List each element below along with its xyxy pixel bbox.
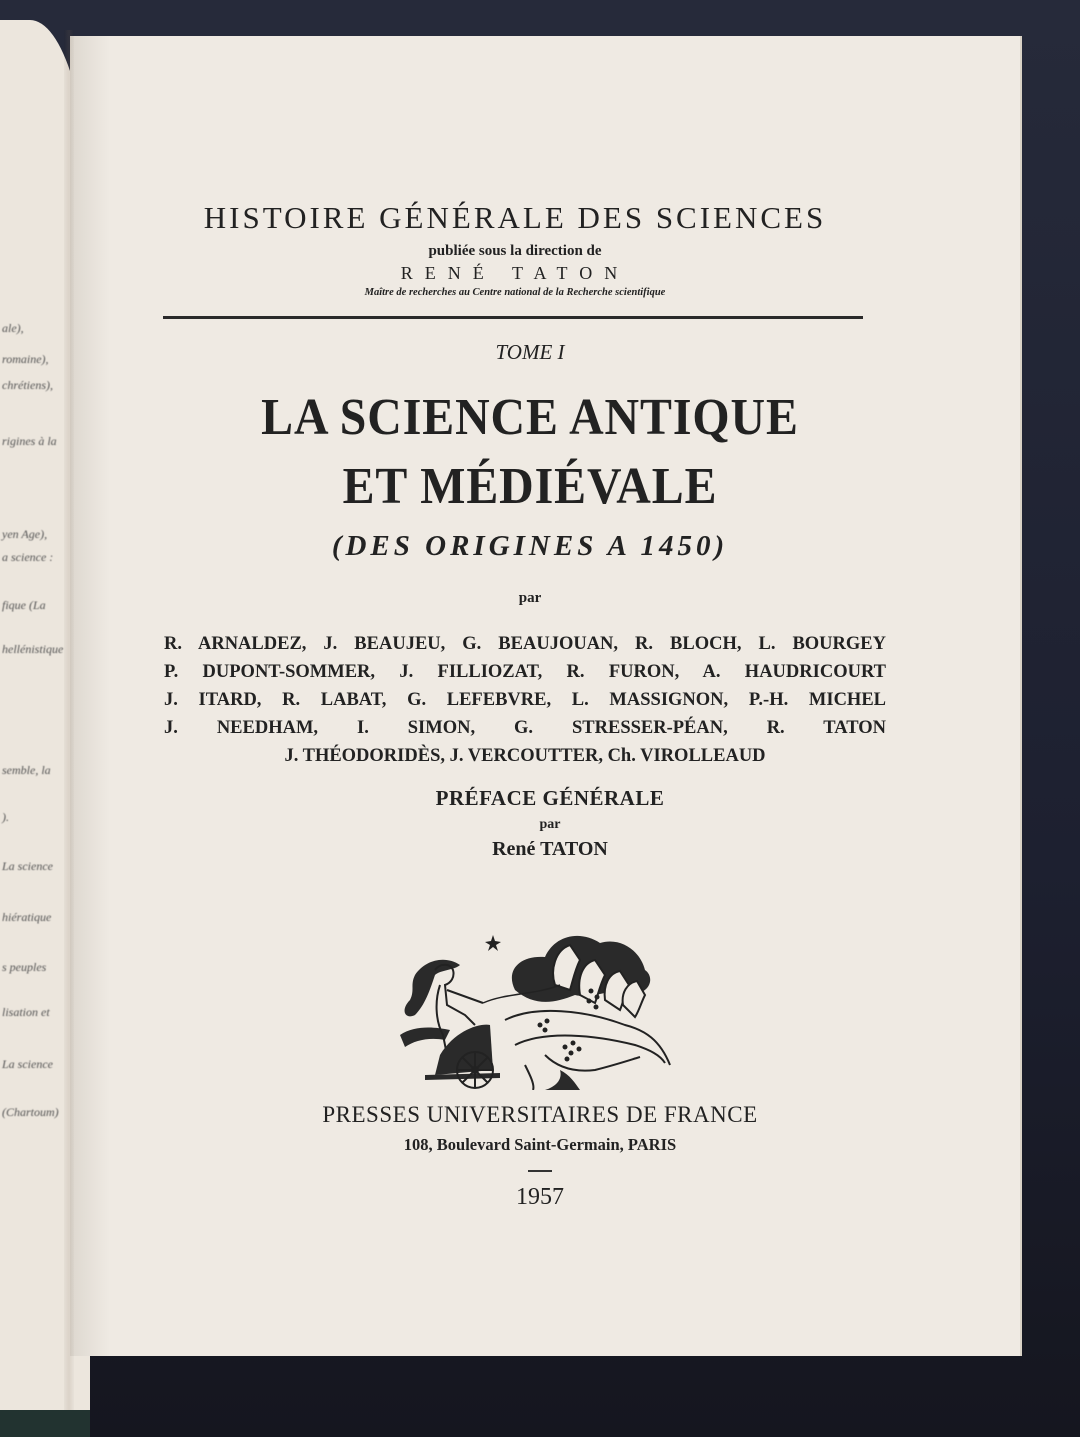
wheel-icon xyxy=(457,1052,493,1088)
left-page-fragment: La science xyxy=(2,859,53,873)
series-editor: RENÉ TATON xyxy=(400,263,630,283)
by-label: par xyxy=(518,590,542,606)
left-page-fragment: rigines à la xyxy=(2,434,57,448)
preface-label: PRÉFACE GÉNÉRALE xyxy=(435,786,665,810)
star-icon xyxy=(485,935,501,951)
series-editor-role: Maître de recherches au Centre national de la Recherche scientifique xyxy=(364,287,666,298)
publisher-name: PRESSES UNIVERSITAIRES DE FRANCE xyxy=(322,1102,758,1127)
left-page-fragment: ale), xyxy=(2,321,24,335)
left-page-fragment: s peuples xyxy=(2,960,47,974)
gutter-shadow xyxy=(70,36,110,1356)
authors-row: R. ARNALDEZ, J. BEAUJEU, G. BEAUJOUAN, R. BLOCH, L. BOURGEY xyxy=(164,634,886,654)
header-rule xyxy=(163,316,863,319)
preface-by-label: par xyxy=(539,817,561,832)
authors-row: J. NEEDHAM, I. SIMON, G. STRESSER-PÉAN, R. TATON xyxy=(164,718,886,738)
gutter xyxy=(64,30,74,1410)
left-page-fragment: La science xyxy=(2,1057,53,1071)
left-page-fragment: lisation et xyxy=(2,1005,50,1019)
left-page-fragment: fique (La xyxy=(2,598,46,612)
left-page-fragment: yen Age), xyxy=(2,527,48,541)
chariot-vignette-icon xyxy=(395,915,685,1090)
publication-year: 1957 xyxy=(516,1184,564,1210)
authors-row: J. THÉODORIDÈS, J. VERCOUTTER, Ch. VIROLLEAUD xyxy=(284,746,766,766)
publisher-address: 108, Boulevard Saint-Germain, PARIS xyxy=(403,1135,677,1154)
authors-list xyxy=(164,630,886,770)
left-page-fragment: semble, la xyxy=(2,763,51,777)
book-title-line-2: ET MÉDIÉVALE xyxy=(342,458,718,515)
book-title-line-1: LA SCIENCE ANTIQUE xyxy=(261,389,799,446)
series-subtitle: publiée sous la direction de xyxy=(428,243,602,259)
left-page-fragment: (Chartoum) xyxy=(2,1105,59,1119)
tome-label: TOME I xyxy=(495,340,565,364)
left-page-fragment: hellénistique xyxy=(2,642,64,656)
series-title: HISTOIRE GÉNÉRALE DES SCIENCES xyxy=(203,200,827,235)
left-page-fragment: ). xyxy=(2,810,9,824)
preface-author: René TATON xyxy=(492,838,608,860)
book-subtitle: (DES ORIGINES A 1450) xyxy=(331,530,729,562)
separator-dash xyxy=(528,1170,552,1172)
left-page-fragment: a science : xyxy=(2,550,54,564)
left-page-fragment: hiératique xyxy=(2,910,52,924)
left-page-fragment: romaine), xyxy=(2,352,49,366)
authors-row: P. DUPONT-SOMMER, J. FILLIOZAT, R. FURON, A. HAUDRICOURT xyxy=(164,662,886,682)
left-page-fragment: chrétiens), xyxy=(2,378,53,392)
authors-row: J. ITARD, R. LABAT, G. LEFEBVRE, L. MASSIGNON, P.-H. MICHEL xyxy=(164,690,886,710)
